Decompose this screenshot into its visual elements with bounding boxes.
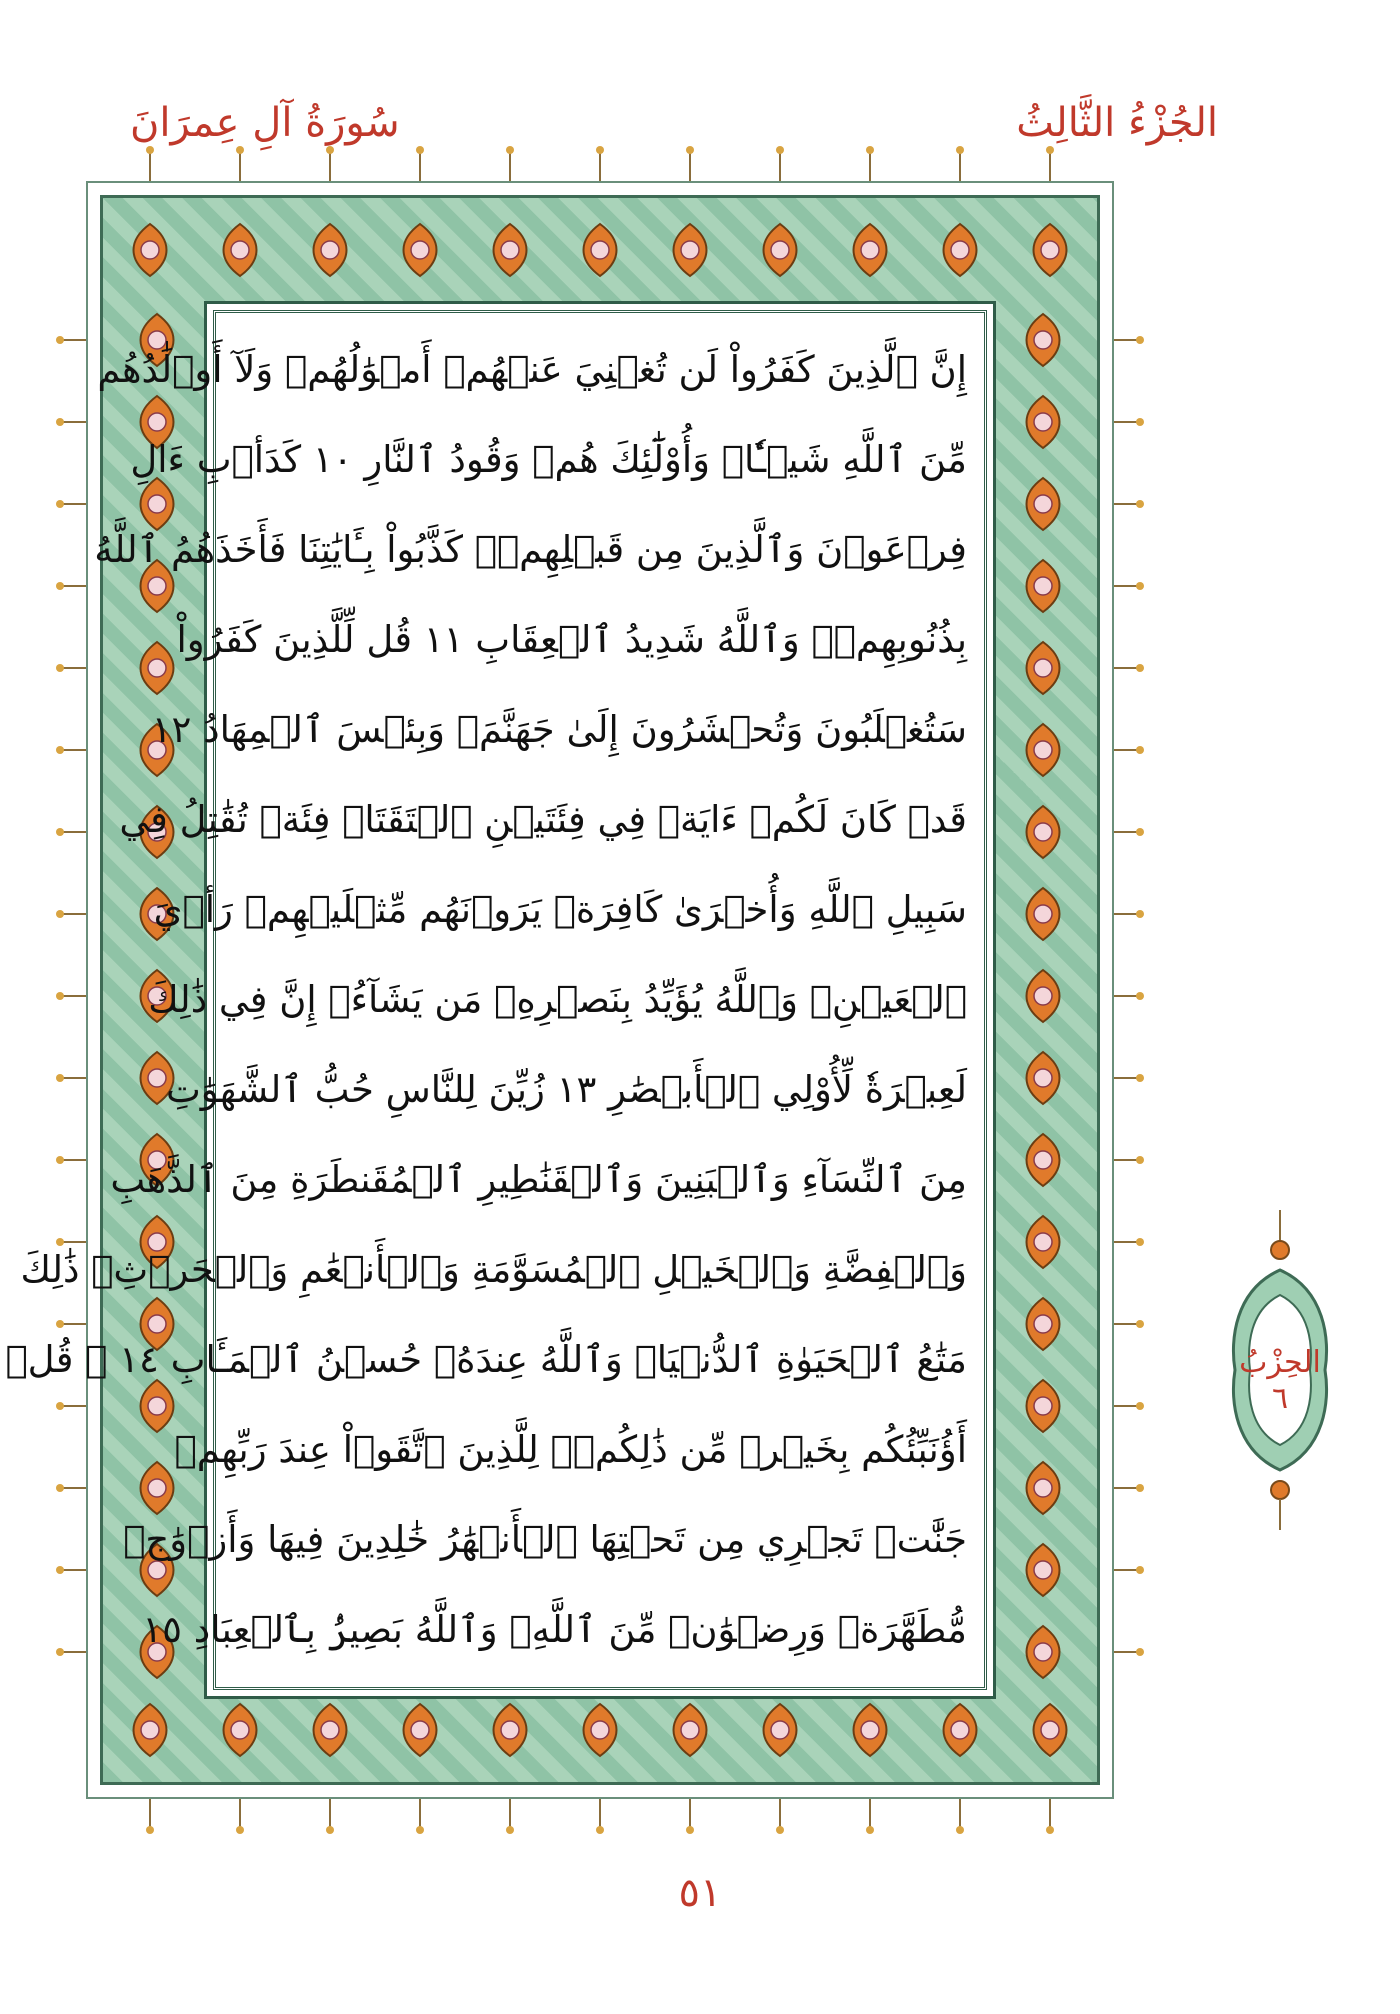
right-tick-dot — [1136, 418, 1144, 426]
left-tick-dot — [56, 746, 64, 754]
top-ornament — [494, 224, 527, 276]
hizb-number: ٦ — [1271, 1381, 1289, 1416]
top-ornament — [224, 224, 257, 276]
left-tick-dot — [56, 1566, 64, 1574]
right-ornament — [1027, 1052, 1060, 1104]
top-tick-dot — [146, 146, 154, 154]
right-tick-dot — [1136, 910, 1144, 918]
verse-line-4: بِذُنُوبِهِمۡۗ وَٱللَّهُ شَدِيدُ ٱلۡعِقَابِ ١١ قُل لِّلَّذِينَ كَفَرُواْ — [176, 618, 967, 661]
top-tick-dot — [506, 146, 514, 154]
bottom-tick-dot — [146, 1826, 154, 1834]
right-tick-dot — [1136, 664, 1144, 672]
right-ornament — [1027, 1134, 1060, 1186]
right-tick-dot — [1136, 1074, 1144, 1082]
top-ornament — [1034, 224, 1067, 276]
verse-line-5: سَتُغۡلَبُونَ وَتُحۡشَرُونَ إِلَىٰ جَهَنَّمَۖ وَبِئۡسَ ٱلۡمِهَادُ ١٢ — [151, 708, 967, 751]
top-tick-dot — [596, 146, 604, 154]
right-border-ornaments — [1027, 314, 1060, 1678]
top-ornament — [134, 224, 167, 276]
top-tick-dot — [326, 146, 334, 154]
left-tick-dot — [56, 1648, 64, 1656]
bottom-tick-dot — [596, 1826, 604, 1834]
right-tick-dot — [1136, 1484, 1144, 1492]
bottom-tick-dot — [866, 1826, 874, 1834]
verse-line-7: سَبِيلِ ٱللَّهِ وَأُخۡرَىٰ كَافِرَةٞ يَرَوۡنَهُم مِّثۡلَيۡهِمۡ رَأۡيَ — [153, 888, 967, 931]
bottom-ornament — [224, 1704, 257, 1756]
bottom-ornament — [134, 1704, 167, 1756]
verse-line-11: وَٱلۡفِضَّةِ وَٱلۡخَيۡلِ ٱلۡمُسَوَّمَةِ وَٱلۡأَنۡعَٰمِ وَٱلۡحَرۡثِۗ ذَٰلِكَ — [20, 1248, 967, 1291]
bottom-ornament — [854, 1704, 887, 1756]
bottom-tick-dot — [686, 1826, 694, 1834]
top-ornament — [854, 224, 887, 276]
bottom-ornament — [1034, 1704, 1067, 1756]
right-tick-dot — [1136, 1402, 1144, 1410]
left-tick-dot — [56, 664, 64, 672]
left-tick-dot — [56, 828, 64, 836]
bottom-tick-dot — [326, 1826, 334, 1834]
bottom-tick-dot — [956, 1826, 964, 1834]
verse-line-12: مَتَٰعُ ٱلۡحَيَوٰةِ ٱلدُّنۡيَاۖ وَٱللَّهُ عِندَهُۥ حُسۡنُ ٱلۡمَـَٔابِ ١٤ ۞ قُلۡ — [5, 1338, 967, 1381]
bottom-tick-dot — [416, 1826, 424, 1834]
right-tick-dot — [1136, 828, 1144, 836]
bottom-border-ornaments — [134, 1704, 1067, 1756]
verse-line-2: مِّنَ ٱللَّهِ شَيۡـٔٗاۖ وَأُوْلَٰٓئِكَ هُمۡ وَقُودُ ٱلنَّارِ ١٠ كَدَأۡبِ ءَالِ — [130, 438, 967, 481]
right-tick-dot — [1136, 1156, 1144, 1164]
verse-line-9: لَعِبۡرَةٗ لِّأُوْلِي ٱلۡأَبۡصَٰرِ ١٣ زُيِّنَ لِلنَّاسِ حُبُّ ٱلشَّهَوَٰتِ — [165, 1068, 967, 1111]
verse-lines — [5, 325, 967, 1675]
right-ornament — [1027, 724, 1060, 776]
bottom-ornament — [584, 1704, 617, 1756]
verse-line-13: أَؤُنَبِّئُكُم بِخَيۡرٖ مِّن ذَٰلِكُمۡۖ لِلَّذِينَ ٱتَّقَوۡاْ عِندَ رَبِّهِمۡ — [174, 1428, 967, 1471]
right-tick-dot — [1136, 1320, 1144, 1328]
right-ornament — [1027, 1216, 1060, 1268]
left-tick-dot — [56, 1484, 64, 1492]
bottom-ornament — [314, 1704, 347, 1756]
right-ornament — [1027, 806, 1060, 858]
bottom-tick-dot — [776, 1826, 784, 1834]
verse-line-10: مِنَ ٱلنِّسَآءِ وَٱلۡبَنِينَ وَٱلۡقَنَٰطِيرِ ٱلۡمُقَنطَرَةِ مِنَ ٱلذَّهَبِ — [110, 1158, 967, 1201]
bottom-tick-dot — [1046, 1826, 1054, 1834]
top-tick-dot — [956, 146, 964, 154]
top-tick-dot — [236, 146, 244, 154]
bottom-ornament — [494, 1704, 527, 1756]
right-ornament — [1027, 560, 1060, 612]
bottom-tick-dot — [236, 1826, 244, 1834]
verse-line-6: قَدۡ كَانَ لَكُمۡ ءَايَةٞ فِي فِئَتَيۡنِ ٱلۡتَقَتَاۖ فِئَةٞ تُقَٰتِلُ فِي — [119, 798, 967, 841]
right-ornament — [1027, 642, 1060, 694]
bottom-ornament — [404, 1704, 437, 1756]
right-tick-dot — [1136, 582, 1144, 590]
top-tick-dot — [686, 146, 694, 154]
top-tick-dot — [776, 146, 784, 154]
top-tick-dot — [1046, 146, 1054, 154]
top-ornament — [314, 224, 347, 276]
right-tick-dot — [1136, 992, 1144, 1000]
top-ornament — [674, 224, 707, 276]
top-ornament — [944, 224, 977, 276]
right-tick-dot — [1136, 1648, 1144, 1656]
right-ornament — [1027, 1626, 1060, 1678]
right-ornament — [1027, 888, 1060, 940]
left-tick-dot — [56, 1156, 64, 1164]
right-tick-dot — [1136, 500, 1144, 508]
page-number: ٥١ — [678, 1870, 722, 1916]
bottom-ornament — [944, 1704, 977, 1756]
left-tick-dot — [56, 910, 64, 918]
top-border-ornaments — [134, 224, 1067, 276]
right-ornament — [1027, 1544, 1060, 1596]
top-ornament — [584, 224, 617, 276]
verse-line-8: ٱلۡعَيۡنِۚ وَٱللَّهُ يُؤَيِّدُ بِنَصۡرِهِۦ مَن يَشَآءُۚ إِنَّ فِي ذَٰلِكَ — [148, 978, 967, 1021]
bottom-tick-dot — [506, 1826, 514, 1834]
right-ornament — [1027, 478, 1060, 530]
right-ornament — [1027, 1380, 1060, 1432]
juz-title: الجُزْءُ الثَّالِثُ — [1016, 100, 1218, 146]
bottom-ornament — [674, 1704, 707, 1756]
top-tick-dot — [416, 146, 424, 154]
left-tick-dot — [56, 992, 64, 1000]
surah-title: سُورَةُ آلِ عِمرَانَ — [130, 100, 400, 146]
verse-line-15: مُّطَهَّرَةٞ وَرِضۡوَٰنٞ مِّنَ ٱللَّهِۗ وَٱللَّهُ بَصِيرُۢ بِٱلۡعِبَادِ ١٥ — [142, 1608, 967, 1651]
top-ornament — [764, 224, 797, 276]
right-ornament — [1027, 970, 1060, 1022]
left-tick-dot — [56, 336, 64, 344]
bottom-ornament — [764, 1704, 797, 1756]
right-tick-dot — [1136, 1238, 1144, 1246]
verse-line-1: إِنَّ ٱلَّذِينَ كَفَرُواْ لَن تُغۡنِيَ عَنۡهُمۡ أَمۡوَٰلُهُمۡ وَلَآ أَوۡلَٰدُهُم — [97, 348, 967, 391]
top-ornament — [404, 224, 437, 276]
hizb-word: الحِزْبُ — [1239, 1345, 1321, 1380]
right-ornament — [1027, 1462, 1060, 1514]
verse-line-14: جَنَّٰتٞ تَجۡرِي مِن تَحۡتِهَا ٱلۡأَنۡهَٰرُ خَٰلِدِينَ فِيهَا وَأَزۡوَٰجٞ — [123, 1518, 967, 1561]
left-tick-dot — [56, 418, 64, 426]
left-tick-dot — [56, 500, 64, 508]
right-tick-dot — [1136, 746, 1144, 754]
top-tick-dot — [866, 146, 874, 154]
right-ornament — [1027, 314, 1060, 366]
right-ornament — [1027, 396, 1060, 448]
right-tick-dot — [1136, 336, 1144, 344]
right-ornament — [1027, 1298, 1060, 1350]
right-tick-dot — [1136, 1566, 1144, 1574]
left-tick-dot — [56, 1074, 64, 1082]
hizb-label — [1230, 1345, 1330, 1417]
verse-line-3: فِرۡعَوۡنَ وَٱلَّذِينَ مِن قَبۡلِهِمۡۚ كَذَّبُواْ بِـَٔايَٰتِنَا فَأَخَذَهُمُ ٱللَّهُ — [94, 528, 967, 571]
left-tick-dot — [56, 582, 64, 590]
